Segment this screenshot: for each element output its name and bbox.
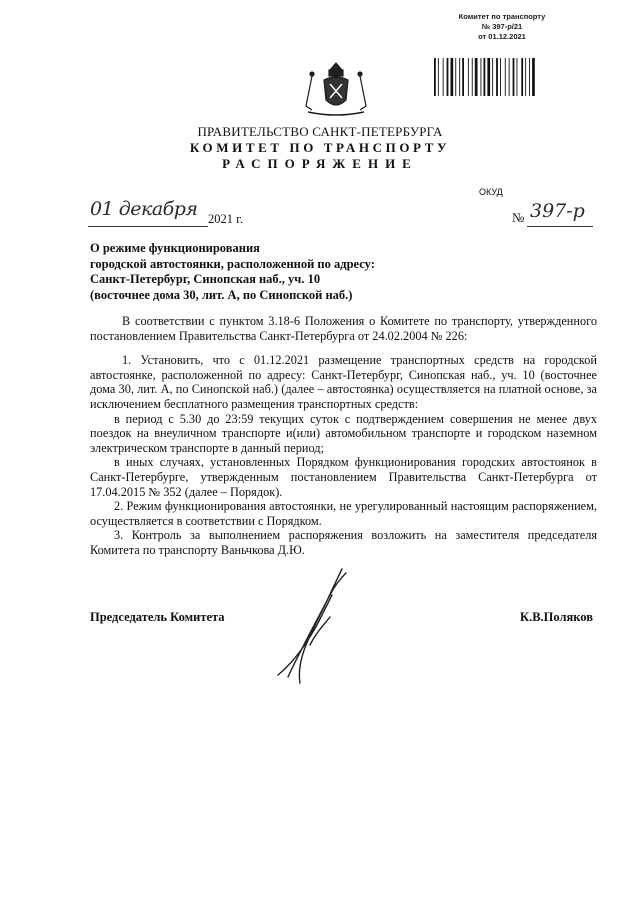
barcode — [434, 58, 572, 96]
barcode-bar — [509, 58, 510, 96]
barcode-bar — [434, 58, 436, 96]
subject-line: городской автостоянки, расположенной по адресу: — [90, 256, 375, 271]
number-label: № — [512, 210, 525, 225]
barcode-bar — [451, 58, 454, 96]
stamp-number: № 397-р/21 — [481, 22, 523, 31]
committee-title: КОМИТЕТ ПО ТРАНСПОРТУ — [189, 140, 451, 155]
barcode-bar — [513, 58, 515, 96]
barcode-bar — [521, 58, 523, 96]
barcode-bar — [462, 58, 464, 96]
handwritten-number: 397-р — [530, 200, 585, 222]
date-underline — [88, 226, 208, 227]
preamble-paragraph: В соответствии с пунктом 3.18-6 Положения о Комитете по транспорту, утвержденного постановлением Правительства Санкт-Петербурга от 24.02.2004 № 226: — [90, 314, 597, 343]
barcode-bar — [500, 58, 501, 96]
barcode-bar — [472, 58, 473, 96]
barcode-bar — [468, 58, 469, 96]
barcode-bar — [455, 58, 456, 96]
barcode-bar — [481, 58, 482, 96]
barcode-bar — [438, 58, 439, 96]
date-year: 2021 г. — [208, 212, 243, 226]
barcode-bar — [492, 58, 493, 96]
document-body — [90, 314, 597, 558]
handwritten-date: 01 декабря — [90, 198, 198, 220]
government-title: ПРАВИТЕЛЬСТВО САНКТ-ПЕТЕРБУРГА — [197, 124, 443, 139]
document-type: РАСПОРЯЖЕНИЕ — [222, 156, 418, 171]
okud-label: ОКУД — [479, 187, 503, 197]
barcode-bar — [525, 58, 526, 96]
barcode-bar — [496, 58, 498, 96]
barcode-bar — [443, 58, 444, 96]
item-1b-paragraph: в иных случаях, установленных Порядком функционирования городских автостоянок в Санкт-Петербурге, утвержденным постановлением Правительства Санкт-Петербурга от 17.04.2015 № 352 (далее – Порядок). — [90, 455, 597, 499]
stamp-date: от 01.12.2021 — [478, 32, 526, 41]
barcode-bar — [505, 58, 506, 96]
number-underline — [527, 226, 593, 227]
subject-line: (восточнее дома 30, лит. А, по Синопской наб.) — [90, 287, 353, 302]
barcode-bar — [487, 58, 490, 96]
barcode-bar — [484, 58, 486, 96]
document-subject — [90, 241, 450, 303]
barcode-bar — [532, 58, 535, 96]
item-3-paragraph: 3. Контроль за выполнением распоряжения возложить на заместителя председателя Комитета по транспорту Ваньчкова Д.Ю. — [90, 528, 597, 557]
coat-of-arms-emblem — [300, 60, 372, 122]
barcode-bar — [529, 58, 530, 96]
item-1-paragraph: 1. Установить, что с 01.12.2021 размещение транспортных средств на городской автостоянке, расположенной по адресу: Санкт-Петербург, Синопская наб., уч. 10 (восточнее дома 30, лит. А, по Синопской наб.) (далее – автостоянка) осуществляется на платной основе, за исключением бесплатного размещения транспортных средств: — [90, 353, 597, 411]
signatory-name: К.В.Поляков — [520, 610, 593, 624]
stamp-committee: Комитет по транспорту — [458, 12, 546, 21]
subject-line: О режиме функционирования — [90, 241, 260, 255]
item-2-paragraph: 2. Режим функционирования автостоянки, не урегулированный настоящим распоряжением, осуществляется в соответствии с Порядком. — [90, 499, 597, 528]
handwritten-signature — [270, 565, 360, 690]
subject-line: Санкт-Петербург, Синопская наб., уч. 10 — [90, 272, 321, 286]
barcode-bar — [517, 58, 518, 96]
item-1a-paragraph: в период с 5.30 до 23:59 текущих суток с подтверждением совершения не менее двух поездок на внеуличном транспорте и(или) автомобильном транспорте и городском наземном электрическом транспорте в данный период; — [90, 411, 597, 455]
barcode-bar — [459, 58, 460, 96]
barcode-bar — [475, 58, 478, 96]
registration-stamp — [432, 12, 572, 42]
barcode-bar — [447, 58, 449, 96]
signatory-title: Председатель Комитета — [90, 610, 225, 624]
